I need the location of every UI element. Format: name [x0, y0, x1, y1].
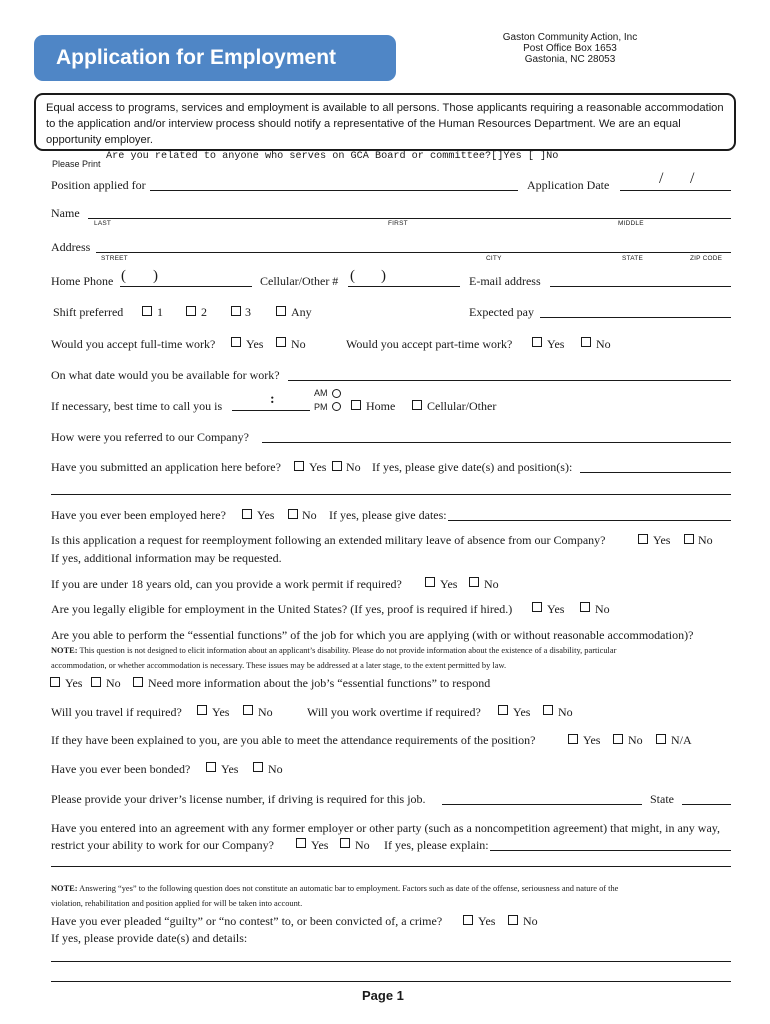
name-last-caption: LAST: [94, 220, 112, 227]
form-title: Application for Employment: [34, 35, 396, 81]
name-middle-caption: MIDDLE: [618, 220, 644, 227]
license-question: Please provide your driver’s license number, if driving is required for this job.: [51, 792, 426, 806]
essential-more-info-label: Need more information about the job’s “essential functions” to respond: [148, 676, 491, 690]
travel-yes-checkbox[interactable]: [197, 705, 207, 715]
attendance-question: If they have been explained to you, are you able to meet the attendance requirements of the position?: [51, 733, 536, 747]
essential-note-text2: accommodation, or whether accommodation is necessary. These issues may be addressed at a later stage, to the extent permitted by law.: [51, 661, 507, 670]
employed-yes-label: Yes: [257, 508, 275, 522]
part-time-no-label: No: [596, 337, 611, 351]
eligibility-question: Are you legally eligible for employment in the United States? (If yes, proof is required if hired.): [51, 602, 513, 616]
work-permit-yes-checkbox[interactable]: [425, 577, 435, 587]
shift-label: Shift preferred: [53, 305, 124, 319]
agreement-yes-label: Yes: [311, 838, 329, 852]
attendance-yes-checkbox[interactable]: [568, 734, 578, 744]
military-yes-checkbox[interactable]: [638, 534, 648, 544]
address-city-caption: CITY: [486, 255, 502, 262]
bonded-no-label: No: [268, 762, 283, 776]
bonded-yes-checkbox[interactable]: [206, 762, 216, 772]
call-time-colon: :: [270, 392, 275, 407]
organization-block: [470, 32, 670, 65]
home-phone-label: Home Phone: [51, 274, 114, 288]
cell-phone-open-paren: (: [350, 268, 355, 284]
essential-note-label: NOTE:: [51, 646, 78, 655]
overtime-yes-label: Yes: [513, 705, 531, 719]
shift-any-checkbox[interactable]: [276, 306, 286, 316]
home-phone-open-paren: (: [121, 268, 126, 284]
please-print-label: Please Print: [52, 159, 101, 169]
travel-question: Will you travel if required?: [51, 705, 182, 719]
organization-address-line1: Post Office Box 1653: [523, 43, 617, 54]
address-street-caption: STREET: [101, 255, 128, 262]
bonded-question: Have you ever been bonded?: [51, 762, 191, 776]
attendance-na-checkbox[interactable]: [656, 734, 666, 744]
call-cell-checkbox[interactable]: [412, 400, 422, 410]
cell-phone-close-paren: ): [381, 268, 386, 284]
work-permit-no-checkbox[interactable]: [469, 577, 479, 587]
full-time-no-label: No: [291, 337, 306, 351]
attendance-na-label: N/A: [671, 733, 692, 747]
overtime-no-label: No: [558, 705, 573, 719]
agreement-no-checkbox[interactable]: [340, 838, 350, 848]
position-input[interactable]: [150, 190, 518, 191]
employed-dates-input[interactable]: [448, 520, 731, 521]
crime-yes-checkbox[interactable]: [463, 915, 473, 925]
employed-no-label: No: [302, 508, 317, 522]
cell-phone-label: Cellular/Other #: [260, 274, 339, 288]
part-time-question: Would you accept part-time work?: [346, 337, 513, 351]
shift-1-checkbox[interactable]: [142, 306, 152, 316]
available-date-input[interactable]: [288, 380, 731, 381]
employed-yes-checkbox[interactable]: [242, 509, 252, 519]
email-label: E-mail address: [469, 274, 541, 288]
call-home-label: Home: [366, 399, 396, 413]
military-no-checkbox[interactable]: [684, 534, 694, 544]
crime-no-label: No: [523, 914, 538, 928]
overtime-question: Will you work overtime if required?: [307, 705, 481, 719]
attendance-no-checkbox[interactable]: [613, 734, 623, 744]
crime-note-text2: violation, rehabilitation and position applied for will be taken into account.: [51, 899, 303, 908]
date-slash-2: /: [690, 170, 695, 187]
email-input[interactable]: [550, 286, 731, 287]
essential-note-line1: [51, 646, 616, 655]
agreement-no-label: No: [355, 838, 370, 852]
crime-note-line1: [51, 884, 618, 893]
crime-details-input-line1[interactable]: [51, 961, 731, 962]
home-phone-input[interactable]: [120, 286, 252, 287]
essential-more-info-checkbox[interactable]: [133, 677, 143, 687]
full-time-no-checkbox[interactable]: [276, 337, 286, 347]
board-relation-question[interactable]: Are you related to anyone who serves on GCA Board or committee?[]Yes [ ]No: [106, 151, 559, 162]
license-number-input[interactable]: [442, 804, 642, 805]
employed-followup-label: If yes, please give dates:: [329, 508, 447, 522]
crime-followup-label: If yes, please provide date(s) and details:: [51, 931, 248, 945]
overtime-no-checkbox[interactable]: [543, 705, 553, 715]
license-state-input[interactable]: [682, 804, 731, 805]
agreement-explain-input[interactable]: [490, 850, 731, 851]
full-time-yes-checkbox[interactable]: [231, 337, 241, 347]
equal-access-notice: Equal access to programs, services and employment is available to all persons. Those applicants requiring a reasonable accommodation to the application and/or interview process should notify a representative of the Human Resources Department. We are an equal opportunity employer.: [34, 93, 736, 151]
attendance-yes-label: Yes: [583, 733, 601, 747]
work-permit-no-label: No: [484, 577, 499, 591]
essential-yes-label: Yes: [65, 676, 83, 690]
address-label: Address: [51, 240, 91, 254]
crime-yes-label: Yes: [478, 914, 496, 928]
travel-no-label: No: [258, 705, 273, 719]
referred-label: How were you referred to our Company?: [51, 430, 249, 444]
part-time-yes-label: Yes: [547, 337, 565, 351]
travel-yes-label: Yes: [212, 705, 230, 719]
application-date-label: Application Date: [527, 178, 610, 192]
military-followup-text: If yes, additional information may be requested.: [51, 551, 282, 565]
agreement-yes-checkbox[interactable]: [296, 838, 306, 848]
eligibility-yes-checkbox[interactable]: [532, 602, 542, 612]
crime-details-input-line2[interactable]: [51, 981, 731, 982]
crime-note-text1: Answering “yes” to the following question does not constitute an automatic bar to employment. Factors such as date of the offense, seriousness and nature of the: [79, 884, 619, 893]
call-time-label: If necessary, best time to call you is: [51, 399, 223, 413]
eligibility-no-label: No: [595, 602, 610, 616]
military-yes-label: Yes: [653, 533, 671, 547]
employed-here-question: Have you ever been employed here?: [51, 508, 226, 522]
organization-address-line2: Gastonia, NC 28053: [524, 54, 616, 65]
call-cell-label: Cellular/Other: [427, 399, 497, 413]
license-state-label: State: [650, 792, 674, 806]
address-zip-caption: ZIP CODE: [690, 255, 723, 262]
available-date-label: On what date would you be available for work?: [51, 368, 280, 382]
page-number: Page 1: [362, 988, 404, 1003]
address-state-caption: STATE: [622, 255, 643, 262]
submitted-yes-label: Yes: [309, 460, 327, 474]
shift-3-label: 3: [245, 305, 251, 319]
date-slash-1: /: [659, 170, 664, 187]
work-permit-question: If you are under 18 years old, can you provide a work permit if required?: [51, 577, 402, 591]
part-time-yes-checkbox[interactable]: [532, 337, 542, 347]
shift-any-label: Any: [291, 305, 312, 319]
travel-no-checkbox[interactable]: [243, 705, 253, 715]
submitted-followup-label: If yes, please give date(s) and position(s):: [372, 460, 573, 474]
referred-input[interactable]: [262, 442, 731, 443]
name-label: Name: [51, 206, 80, 220]
name-first-caption: FIRST: [388, 220, 408, 227]
military-no-label: No: [698, 533, 713, 547]
call-home-checkbox[interactable]: [351, 400, 361, 410]
address-input[interactable]: [96, 252, 731, 253]
essential-yes-checkbox[interactable]: [50, 677, 60, 687]
agreement-question-line1: Have you entered into an agreement with any former employer or other party (such as a noncompetition agreement) that might, in any way,: [51, 821, 720, 835]
application-date-input[interactable]: [620, 190, 731, 191]
submitted-before-question: Have you submitted an application here before?: [51, 460, 281, 474]
pm-label: PM: [314, 402, 328, 412]
military-leave-question: Is this application a request for reemployment following an extended military leave of absence from our Company?: [51, 533, 606, 547]
submitted-no-label: No: [346, 460, 361, 474]
essential-no-checkbox[interactable]: [91, 677, 101, 687]
overtime-yes-checkbox[interactable]: [498, 705, 508, 715]
agreement-explain-input-line2[interactable]: [51, 866, 731, 867]
eligibility-no-checkbox[interactable]: [580, 602, 590, 612]
work-permit-yes-label: Yes: [440, 577, 458, 591]
bonded-no-checkbox[interactable]: [253, 762, 263, 772]
position-label: Position applied for: [51, 178, 146, 192]
expected-pay-label: Expected pay: [469, 305, 534, 319]
organization-name: Gaston Community Action, Inc: [502, 32, 638, 43]
name-input[interactable]: [88, 218, 731, 219]
agreement-followup-label: If yes, please explain:: [384, 838, 489, 852]
expected-pay-input[interactable]: [540, 317, 731, 318]
home-phone-close-paren: ): [153, 268, 158, 284]
essential-no-label: No: [106, 676, 121, 690]
employed-no-checkbox[interactable]: [288, 509, 298, 519]
submitted-details-input[interactable]: [580, 472, 731, 473]
submitted-yes-checkbox[interactable]: [294, 461, 304, 471]
crime-note-label: NOTE:: [51, 884, 78, 893]
agreement-question-line2: restrict your ability to work for our Company?: [51, 838, 274, 852]
shift-3-checkbox[interactable]: [231, 306, 241, 316]
crime-question: Have you ever pleaded “guilty” or “no contest” to, or been convicted of, a crime?: [51, 914, 443, 928]
shift-2-label: 2: [201, 305, 207, 319]
am-radio[interactable]: [332, 389, 341, 398]
attendance-no-label: No: [628, 733, 643, 747]
submitted-no-checkbox[interactable]: [332, 461, 342, 471]
full-time-yes-label: Yes: [246, 337, 264, 351]
bonded-yes-label: Yes: [221, 762, 239, 776]
part-time-no-checkbox[interactable]: [581, 337, 591, 347]
crime-no-checkbox[interactable]: [508, 915, 518, 925]
essential-note-text1: This question is not designed to elicit information about an applicant’s disability. Please do not provide information about the existence of a disability, particular: [79, 646, 617, 655]
essential-functions-question: Are you able to perform the “essential functions” of the job for which you are applying (with or without reasonable accommodation)?: [51, 628, 694, 642]
shift-1-label: 1: [157, 305, 163, 319]
cell-phone-input[interactable]: [348, 286, 460, 287]
submitted-details-input-line2[interactable]: [51, 494, 731, 495]
call-time-input[interactable]: [232, 410, 310, 411]
am-label: AM: [314, 388, 328, 398]
shift-2-checkbox[interactable]: [186, 306, 196, 316]
full-time-question: Would you accept full-time work?: [51, 337, 216, 351]
eligibility-yes-label: Yes: [547, 602, 565, 616]
pm-radio[interactable]: [332, 402, 341, 411]
